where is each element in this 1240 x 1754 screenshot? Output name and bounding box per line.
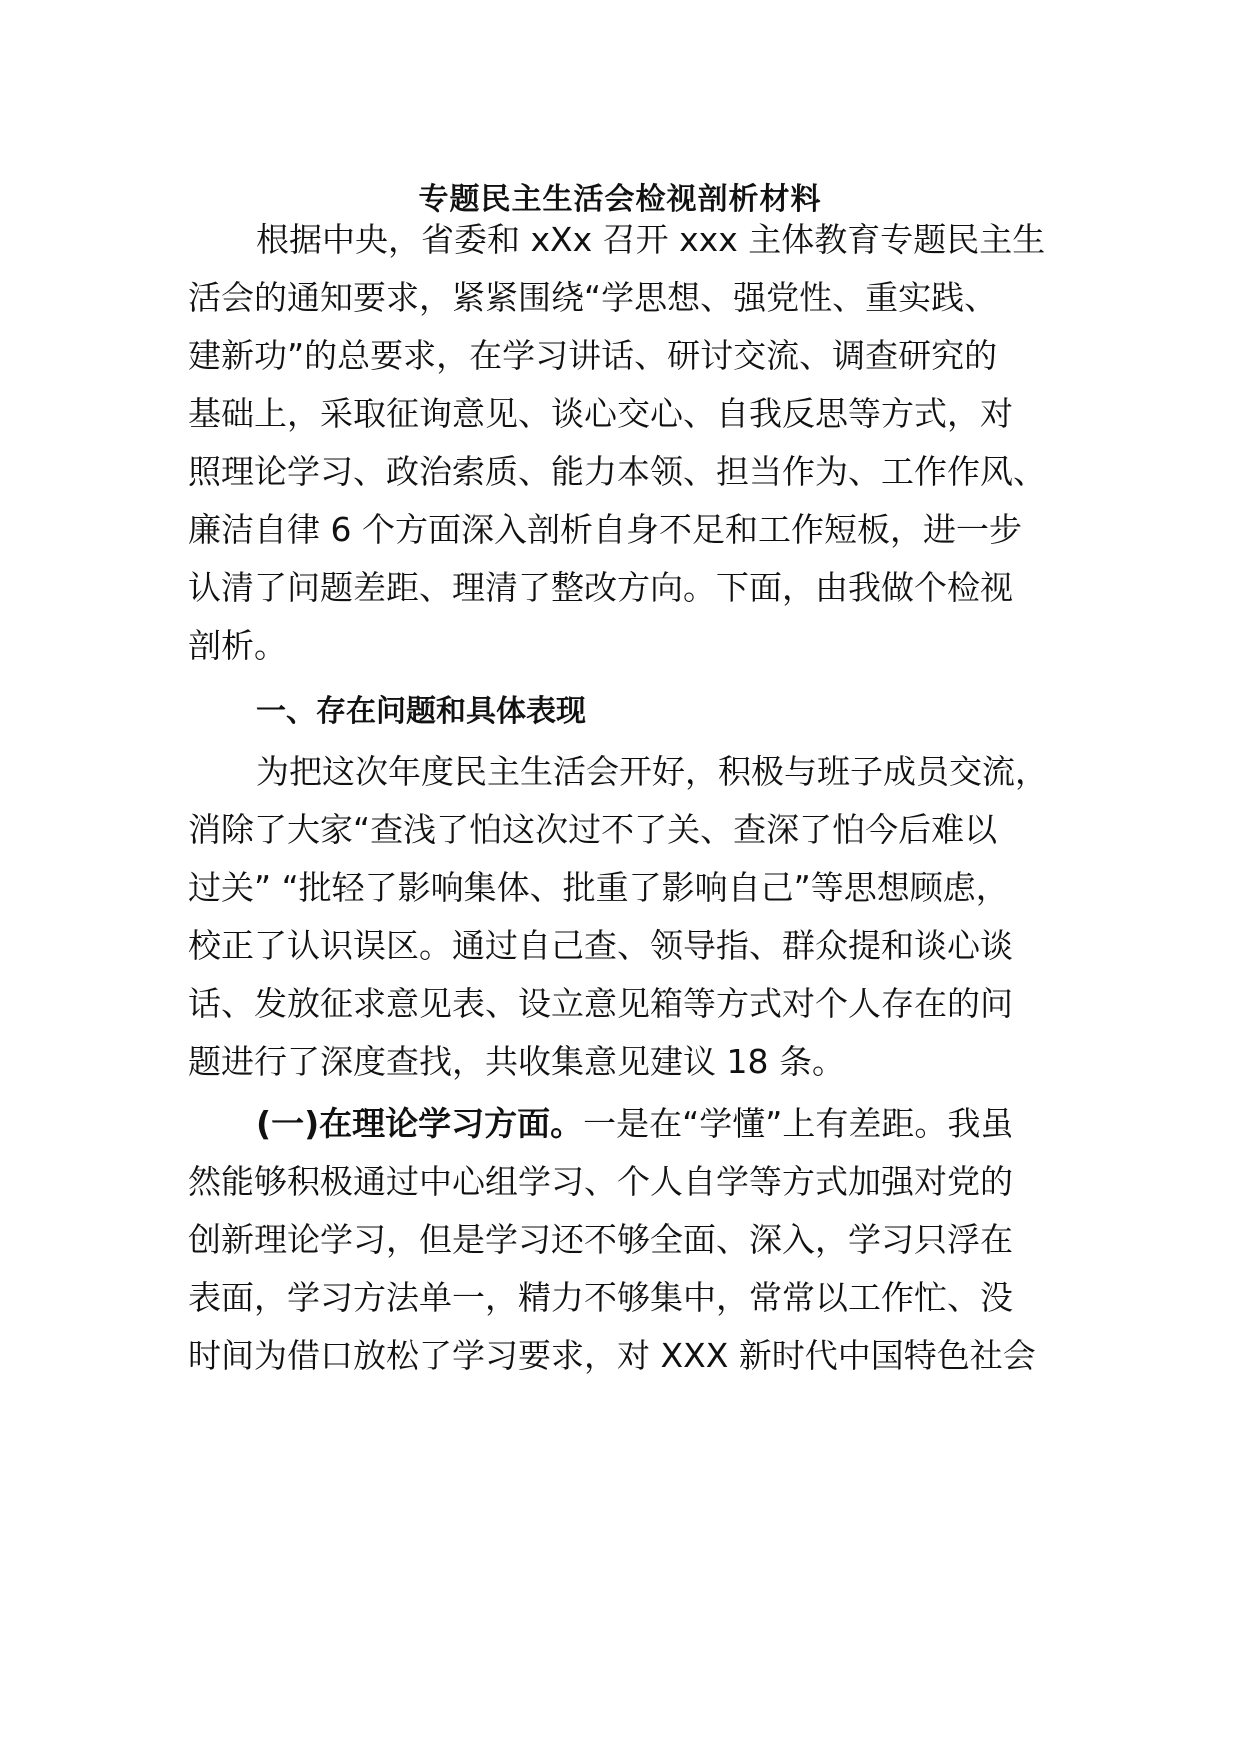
subsection1-line-4: 表面，学习方法单一，精力不够集中，常常以工作忙、没: [188, 1278, 1013, 1317]
subsection1-first-line-text: 一是在“学懂”上有差距。我虽: [583, 1104, 1014, 1143]
section1-line-5: 话、发放征求意见表、设立意见箱等方式对个人存在的问: [188, 984, 1013, 1023]
section1-line-4: 校正了认识误区。通过自己查、领导指、群众提和谈心谈: [188, 926, 1013, 965]
section1-line-3: 过关” “批轻了影响集体、批重了影响自己”等思想顾虑，: [188, 868, 1009, 907]
subsection1-line-2: 然能够积极通过中心组学习、个人自学等方式加强对党的: [188, 1162, 1013, 1201]
subsection-heading-theory-study: (一)在理论学习方面。: [256, 1104, 584, 1143]
section1-line-6: 题进行了深度查找，共收集意见建议 18 条。: [188, 1042, 845, 1081]
intro-line-4: 基础上，采取征询意见、谈心交心、自我反思等方式，对: [188, 394, 1013, 433]
section-heading-problems: 一、存在问题和具体表现: [256, 694, 586, 729]
intro-line-5: 照理论学习、政治索质、能力本领、担当作为、工作作风、: [188, 452, 1046, 491]
intro-line-1: 根据中央，省委和 xXx 召开 xxx 主体教育专题民主生: [256, 220, 1046, 259]
document-title: 专题民主生活会检视剖析材料: [418, 182, 822, 217]
intro-line-6: 廉洁自律 6 个方面深入剖析自身不足和工作短板，进一步: [188, 510, 1022, 549]
section1-line-1: 为把这次年度民主生活会开好，积极与班子成员交流，: [256, 752, 1048, 791]
intro-line-8: 剖析。: [188, 626, 287, 665]
intro-line-2: 活会的通知要求，紧紧围绕“学思想、强党性、重实践、: [188, 278, 998, 317]
section1-line-2: 消除了大家“查浅了怕这次过不了关、查深了怕今后难以: [188, 810, 998, 849]
intro-line-3: 建新功”的总要求，在学习讲话、研讨交流、调查研究的: [188, 336, 998, 375]
subsection1-line-3: 创新理论学习，但是学习还不够全面、深入，学习只浮在: [188, 1220, 1013, 1259]
subsection1-first-line: [256, 1102, 1013, 1146]
intro-line-7: 认清了问题差距、理清了整改方向。下面，由我做个检视: [188, 568, 1013, 607]
subsection1-line-5: 时间为借口放松了学习要求，对 XXX 新时代中国特色社会: [188, 1336, 1036, 1375]
